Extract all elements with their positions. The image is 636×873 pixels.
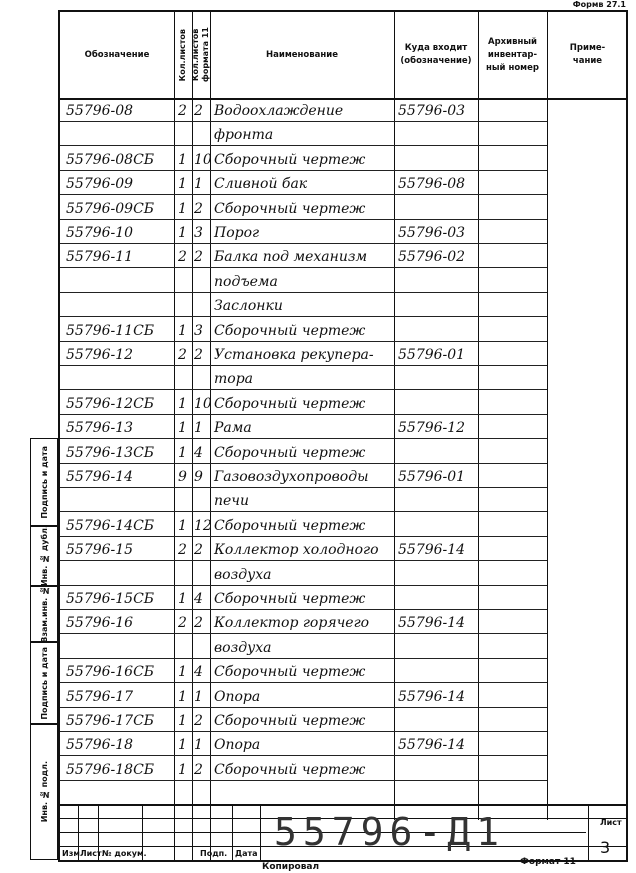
row-designation: 55796-14 — [66, 469, 134, 485]
row-underline — [60, 194, 547, 195]
row-designation: 55796-11СБ — [66, 322, 155, 339]
row-name: Сборочный чертеж — [214, 664, 366, 681]
row-name: Опора — [214, 688, 261, 705]
row-underline — [60, 609, 547, 610]
stamp-izm: Изм — [62, 849, 80, 858]
stamp-sign: Подп. — [200, 849, 228, 858]
row-name: Рама — [214, 420, 252, 437]
row-sheets-count: 1 — [178, 322, 187, 339]
side-label — [30, 642, 58, 724]
row-sheets-count: 1 — [178, 176, 187, 193]
row-sheets-format: 1 — [194, 688, 203, 705]
row-where-used: 55796-14 — [398, 542, 466, 559]
row-sheets-count: 1 — [178, 664, 187, 681]
row-sheets-format: 2 — [194, 200, 203, 217]
side-label-text: Взам.инв. № — [39, 585, 49, 643]
row-where-used: 55796-12 — [398, 420, 466, 437]
row-name: Газовоздухопроводы — [214, 469, 369, 485]
row-underline — [60, 780, 547, 781]
row-underline — [60, 145, 547, 146]
row-sheets-count: 1 — [178, 395, 187, 412]
row-designation: 55796-11 — [66, 249, 134, 266]
col-divider — [547, 12, 548, 820]
row-name: печи — [214, 493, 250, 510]
header-where-used: Куда входит (обозначение) — [400, 43, 472, 66]
row-sheets-count: 1 — [178, 225, 187, 241]
row-underline — [60, 755, 547, 756]
row-name: Сборочный чертеж — [214, 591, 366, 607]
row-sheets-count: 2 — [178, 347, 187, 363]
row-sheets-format: 4 — [194, 591, 203, 607]
side-label-text: Подпись и дата — [39, 646, 49, 720]
row-name: воздуха — [214, 566, 272, 583]
row-name: Сборочный чертеж — [214, 200, 366, 217]
row-where-used: 55796-14 — [398, 688, 466, 705]
row-name: Сливной бак — [214, 176, 308, 193]
row-underline — [60, 682, 547, 683]
row-underline — [60, 170, 547, 171]
row-designation: 55796-12СБ — [66, 395, 155, 412]
stamp-date: Дата — [235, 849, 258, 858]
row-sheets-format: 2 — [194, 103, 203, 119]
side-label-text: Инв. № дубл. — [39, 525, 49, 587]
row-sheets-count: 1 — [178, 200, 187, 217]
row-underline — [60, 121, 547, 122]
row-underline — [60, 316, 547, 317]
row-name: подъема — [214, 273, 278, 290]
row-underline — [60, 731, 547, 732]
row-sheets-format: 3 — [194, 225, 203, 241]
row-where-used: 55796-03 — [398, 225, 466, 241]
row-sheets-format: 2 — [194, 542, 203, 559]
row-designation: 55796-13СБ — [66, 444, 155, 461]
row-sheets-count: 1 — [178, 713, 187, 729]
row-sheets-format: 1 — [194, 737, 203, 754]
col-divider — [210, 12, 211, 860]
row-where-used: 55796-02 — [398, 249, 466, 266]
row-sheets-format: 10 — [194, 395, 212, 412]
row-designation: 55796-16СБ — [66, 664, 155, 681]
row-sheets-count: 9 — [178, 469, 187, 485]
stamp-divider — [588, 804, 589, 860]
stamp-divider — [192, 804, 193, 860]
row-designation: 55796-13 — [66, 420, 134, 437]
row-designation: 55796-17СБ — [66, 713, 155, 729]
row-where-used: 55796-08 — [398, 176, 466, 193]
form-label: Формв 27.1 — [572, 0, 626, 9]
row-underline — [60, 292, 547, 293]
row-designation: 55796-09 — [66, 176, 134, 193]
row-designation: 55796-14СБ — [66, 517, 155, 534]
stamp-doc-no: № докум. — [102, 849, 147, 858]
row-sheets-format: 4 — [194, 664, 203, 681]
row-underline — [60, 585, 547, 586]
row-designation: 55796-17 — [66, 688, 134, 705]
row-designation: 55796-12 — [66, 347, 134, 363]
side-label — [30, 724, 58, 860]
row-designation: 55796-09СБ — [66, 200, 155, 217]
row-sheets-count: 1 — [178, 761, 187, 778]
side-label-text: Инв. № подл. — [39, 761, 49, 823]
row-designation: 55796-15СБ — [66, 591, 155, 607]
row-where-used: 55796-01 — [398, 469, 466, 485]
row-underline — [60, 463, 547, 464]
row-sheets-format: 3 — [194, 322, 203, 339]
row-sheets-format: 9 — [194, 469, 203, 485]
row-underline — [60, 560, 547, 561]
row-sheets-format: 2 — [194, 249, 203, 266]
row-sheets-count: 1 — [178, 151, 187, 168]
row-name: Коллектор холодного — [214, 542, 379, 559]
stamp-list: Лист — [80, 849, 102, 858]
title-block-top — [60, 804, 626, 806]
row-sheets-count: 1 — [178, 591, 187, 607]
row-sheets-format: 10 — [194, 151, 212, 168]
row-name: Сборочный чертеж — [214, 517, 366, 534]
row-underline — [60, 633, 547, 634]
row-sheets-count: 2 — [178, 249, 187, 266]
row-sheets-format: 12 — [194, 517, 212, 534]
row-sheets-count: 2 — [178, 103, 187, 119]
row-underline — [60, 219, 547, 220]
row-underline — [60, 658, 547, 659]
row-name: Коллектор горячего — [214, 615, 370, 632]
row-name: Сборочный чертеж — [214, 761, 366, 778]
row-designation: 55796-16 — [66, 615, 134, 632]
row-name: Сборочный чертеж — [214, 713, 366, 729]
row-name: Порог — [214, 225, 260, 241]
row-where-used: 55796-01 — [398, 347, 466, 363]
row-sheets-count: 2 — [178, 542, 187, 559]
row-name: Балка под механизм — [214, 249, 368, 266]
row-underline — [60, 438, 547, 439]
row-sheets-count: 1 — [178, 420, 187, 437]
header-note: Приме- чание — [569, 43, 606, 66]
row-where-used: 55796-03 — [398, 103, 466, 119]
row-underline — [60, 707, 547, 708]
row-sheets-count: 1 — [178, 517, 187, 534]
row-name: воздуха — [214, 639, 272, 656]
footer-format: Формат 11 — [520, 857, 576, 867]
row-name: Установка рекупера- — [214, 347, 374, 363]
row-underline — [60, 511, 547, 512]
row-underline — [60, 341, 547, 342]
side-label — [30, 438, 58, 526]
row-sheets-format: 1 — [194, 176, 203, 193]
col-divider — [478, 12, 479, 820]
col-divider — [174, 12, 175, 860]
row-designation: 55796-18 — [66, 737, 134, 754]
header-archive: Архивный инвентар- ный номер — [486, 36, 539, 73]
stamp-sheet-number: 3 — [600, 838, 611, 857]
row-sheets-format: 2 — [194, 347, 203, 363]
row-sheets-format: 1 — [194, 420, 203, 437]
row-designation: 55796-15 — [66, 542, 134, 559]
row-name: Сборочный чертеж — [214, 151, 366, 168]
stamp-divider — [232, 804, 233, 860]
row-sheets-count: 1 — [178, 737, 187, 754]
side-label-text: Подпись и дата — [39, 445, 49, 519]
row-underline — [60, 365, 547, 366]
row-name: тора — [214, 371, 254, 388]
document-code: 55796-Д1 — [274, 810, 506, 854]
row-underline — [60, 267, 547, 268]
row-sheets-format: 2 — [194, 615, 203, 632]
row-where-used: 55796-14 — [398, 615, 466, 632]
row-underline — [60, 414, 547, 415]
row-name: Водоохлаждение — [214, 103, 344, 119]
col-divider — [192, 12, 193, 860]
row-designation: 55796-08СБ — [66, 151, 155, 168]
row-name: Заслонки — [214, 298, 283, 315]
document-sheet — [58, 10, 628, 862]
row-name: Сборочный чертеж — [214, 322, 366, 339]
side-label — [30, 526, 58, 586]
row-underline — [60, 243, 547, 244]
row-name: фронта — [214, 127, 274, 144]
row-sheets-format: 4 — [194, 444, 203, 461]
stamp-sheet-label: Лист — [600, 818, 622, 827]
row-designation: 55796-18СБ — [66, 761, 155, 778]
row-name: Опора — [214, 737, 261, 754]
row-name: Сборочный чертеж — [214, 444, 366, 461]
side-label — [30, 586, 58, 642]
footer-copied: Копировал — [262, 862, 320, 872]
row-sheets-format: 2 — [194, 713, 203, 729]
row-underline — [60, 487, 547, 488]
header-sheets-count: Кол.листов — [178, 28, 187, 82]
row-underline — [60, 389, 547, 390]
stamp-divider — [260, 804, 261, 860]
row-sheets-count: 1 — [178, 444, 187, 461]
row-sheets-count: 1 — [178, 688, 187, 705]
row-sheets-format: 2 — [194, 761, 203, 778]
row-sheets-count: 2 — [178, 615, 187, 632]
row-designation: 55796-10 — [66, 225, 134, 241]
row-name: Сборочный чертеж — [214, 395, 366, 412]
header-name: Наименование — [266, 49, 338, 60]
row-where-used: 55796-14 — [398, 737, 466, 754]
header-sheets-format: Кол.листов формата 11 — [191, 27, 210, 83]
row-underline — [60, 536, 547, 537]
col-divider — [394, 12, 395, 820]
row-designation: 55796-08 — [66, 103, 134, 119]
header-designation: Обозначение — [84, 49, 150, 60]
